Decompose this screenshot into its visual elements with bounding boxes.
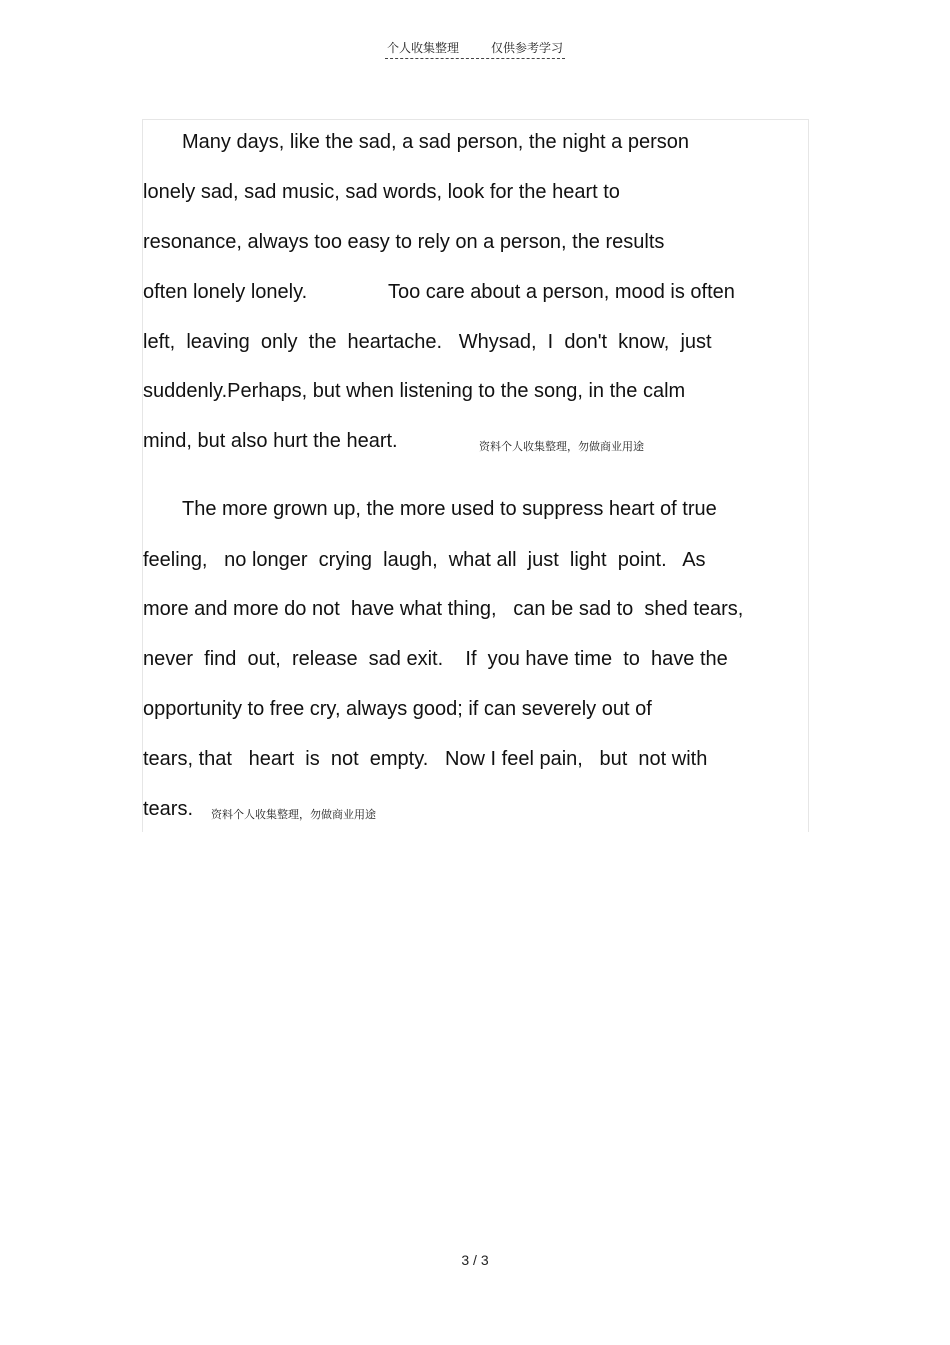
paragraph-2-line-5: opportunity to free cry, always good; if can severely out of [143,698,652,720]
header-left-text: 个人收集整理 [386,41,459,55]
paragraph-2-line-7: tears. [143,798,194,820]
paragraph-1-line-3: resonance, always too easy to rely on a person, the results [143,231,665,253]
paragraph-2-line-1: The more grown up, the more used to suppress heart of true [182,498,717,520]
content-frame [142,119,809,832]
page-number: 3 / 3 [461,1252,489,1268]
paragraph-1-line-4a: often lonely lonely. [143,281,308,303]
paragraph-1-line-2: lonely sad, sad music, sad words, look for the heart to [143,181,620,203]
header-text [385,39,565,59]
paragraph-1-line-6: suddenly.Perhaps, but when listening to the song, in the calm [143,380,686,402]
page-header [0,39,950,59]
paragraph-2-line-3: more and more do not have what thing, can be sad to shed tears, [143,598,744,620]
paragraph-1-line-7: mind, but also hurt the heart. [143,430,398,452]
paragraph-2-note: 资料个人收集整理，勿做商业用途 [211,808,376,821]
paragraph-2-line-4: never find out, release sad exit. If you have time to have the [143,648,728,670]
paragraph-1-line-4b: Too care about a person, mood is often [388,281,735,303]
paragraph-2-line-2: feeling, no longer crying laugh, what all just light point. As [143,549,706,571]
paragraph-1-line-1: Many days, like the sad, a sad person, the night a person [182,131,689,153]
paragraph-1-note: 资料个人收集整理，勿做商业用途 [479,440,644,453]
paragraph-1-line-5: left, leaving only the heartache. Whysad, I don't know, just [143,331,712,353]
paragraph-2-line-6: tears, that heart is not empty. Now I feel pain, but not with [143,748,708,770]
header-right-text: 仅供参考学习 [491,41,564,55]
